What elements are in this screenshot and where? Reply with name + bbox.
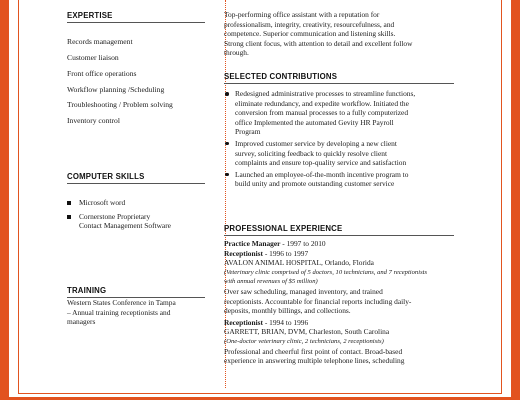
contribution-line: complaints and ensure top-quality service and satisfaction xyxy=(235,158,407,168)
skill-line: Microsoft word xyxy=(79,198,126,207)
expertise-heading: EXPERTISE xyxy=(67,11,205,23)
summary-line: Top-performing office assistant with a reputation for xyxy=(224,10,380,19)
job-title: Practice Manager xyxy=(224,239,281,248)
job-entry xyxy=(224,249,454,259)
summary-line: through. xyxy=(224,48,249,58)
training-line: Western States Conference in Tampa xyxy=(67,298,176,307)
expertise-item: Inventory control xyxy=(67,116,120,125)
contributions-list xyxy=(224,89,454,191)
expertise-item: Customer liaison xyxy=(67,53,119,62)
contribution-line: Improved customer service by developing a new client xyxy=(235,138,397,148)
list-item xyxy=(67,198,207,208)
summary-line: Strong client focus, with attention to detail and excellent follow xyxy=(224,38,413,48)
job-dates: - 1997 to 2010 xyxy=(280,239,326,248)
employer-name: GARRETT, BRIAN, DVM, Charleston, South Carolina xyxy=(224,327,390,337)
contribution-line: survey, soliciting feedback to quickly resolve client xyxy=(235,148,388,158)
square-bullet-icon xyxy=(67,201,71,205)
skill-line: Cornerstone Proprietary xyxy=(79,211,151,221)
computer-skills-list xyxy=(67,198,207,234)
contribution-line: Launched an employee-of-the-month incentive program to xyxy=(235,169,409,179)
skill-line: Contact Management Software xyxy=(79,221,171,230)
employer-description: experience in answering multiple telephone lines, scheduling xyxy=(224,356,405,366)
expertise-item: Records management xyxy=(67,37,133,46)
bullet-icon xyxy=(225,173,229,177)
bottom-rule xyxy=(19,393,501,394)
experience-heading: PROFESSIONAL EXPERIENCE xyxy=(224,224,454,236)
job-dates: - 1994 to 1996 xyxy=(263,317,309,327)
summary-line: competence. Superior communication and listening skills. xyxy=(224,29,396,39)
list-item xyxy=(224,139,454,168)
expertise-item: Troubleshooting / Problem solving xyxy=(67,100,173,109)
job-entry xyxy=(224,239,454,249)
contribution-line: Redesigned administrative processes to streamline functions, xyxy=(235,89,416,98)
job-dates: - 1996 to 1997 xyxy=(263,248,309,258)
employer-note: (Veterinary clinic comprised of 5 doctors, 10 technicians, and 7 receptionists xyxy=(224,268,428,276)
employer-note: with annual revenues of $5 million) xyxy=(224,278,318,286)
contribution-line: eliminate redundancy, and expedite workflow. Initiated the xyxy=(235,98,409,108)
employer-description: receptionists. Accountable for financial reports including daily- xyxy=(224,296,412,306)
training-text xyxy=(67,298,207,327)
job-title: Receptionist xyxy=(224,248,263,258)
summary-paragraph xyxy=(224,10,454,58)
list-item xyxy=(224,89,454,137)
contribution-line: Program xyxy=(235,127,261,137)
bullet-icon xyxy=(225,92,229,96)
square-bullet-icon xyxy=(67,215,71,219)
experience-body xyxy=(224,239,454,366)
contribution-line: office Implemented the automated Gevity HR Payroll xyxy=(235,117,394,127)
summary-line: professionalism, integrity, creativity, resourcefulness, and xyxy=(224,19,395,29)
contribution-line: conversion from manual processes to a fully computerized xyxy=(235,108,409,118)
expertise-item: Front office operations xyxy=(67,69,137,78)
list-item xyxy=(67,212,207,231)
job-title: Receptionist xyxy=(224,317,263,327)
employer-name: AVALON ANIMAL HOSPITAL, Orlando, Florida xyxy=(224,258,374,268)
employer-description: deposits, monthly billings, and collections. xyxy=(224,306,351,316)
computer-skills-heading: COMPUTER SKILLS xyxy=(67,172,205,184)
list-item xyxy=(224,170,454,189)
job-entry xyxy=(224,318,454,328)
employer-description: Professional and cheerful first point of contact. Broad-based xyxy=(224,346,403,356)
expertise-item: Workflow planning /Scheduling xyxy=(67,85,165,94)
contributions-heading: SELECTED CONTRIBUTIONS xyxy=(224,72,454,84)
training-line: – Annual training receptionists and xyxy=(67,307,171,317)
training-heading: TRAINING xyxy=(67,286,205,298)
employer-note: (One-doctor veterinary clinic, 2 technicians, 2 receptionists) xyxy=(224,337,384,345)
employer-description: Over saw scheduling, managed inventory, and trained xyxy=(224,286,383,296)
bullet-icon xyxy=(225,142,229,146)
contribution-line: build unity and promote outstanding customer service xyxy=(235,179,395,189)
training-line: managers xyxy=(67,317,96,326)
